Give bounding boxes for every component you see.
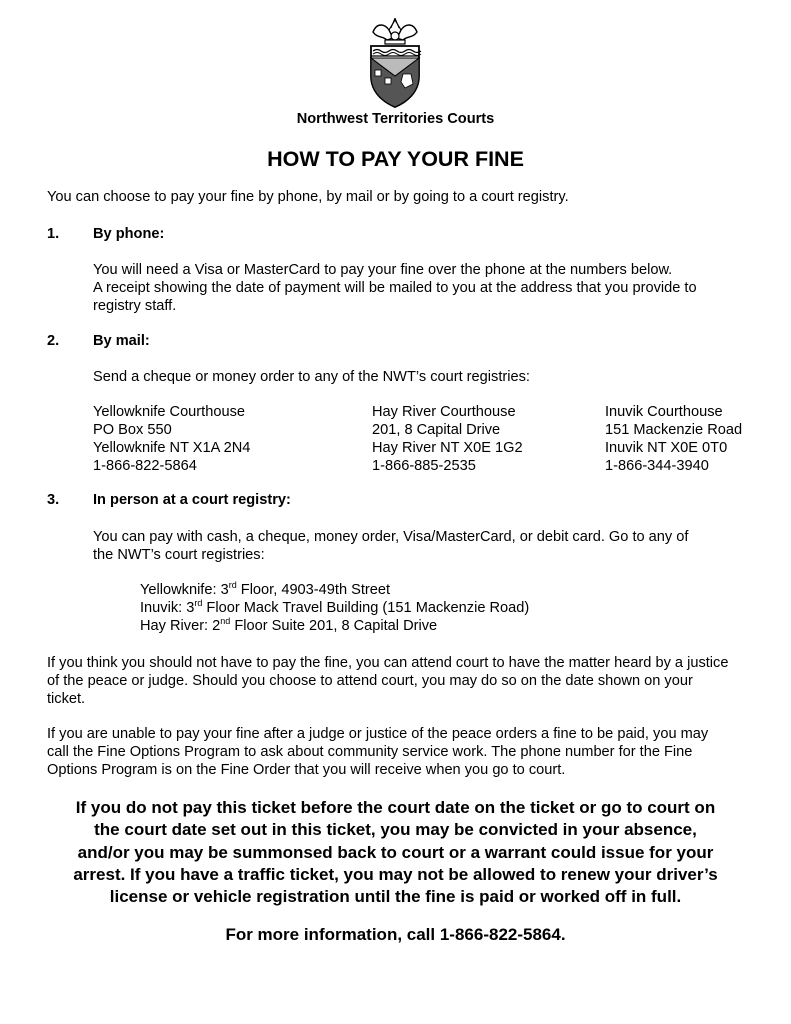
- address-line: PO Box 550: [93, 422, 172, 438]
- phone-number: 1-866-344-3940: [605, 458, 709, 474]
- section-3-text: [93, 528, 753, 564]
- warning-line: If you do not pay this ticket before the court date on the ticket or go to court on: [75, 798, 716, 817]
- text-line: of the peace or judge. Should you choose to attend court, you may do so on the date shown on your: [47, 673, 693, 689]
- courthouse-name: Yellowknife Courthouse: [93, 404, 245, 420]
- warning-line: the court date set out in this ticket, you may be convicted in your absence,: [94, 820, 697, 840]
- more-info-text: For more information, call 1-866-822-5864.: [225, 925, 566, 944]
- section-3-number: 3.: [47, 492, 60, 508]
- courthouse-name: Inuvik Courthouse: [605, 404, 723, 420]
- ordinal-suffix: nd: [220, 616, 231, 626]
- section-1-number: 1.: [47, 226, 60, 242]
- location-yellowknife: [140, 581, 390, 599]
- text-line: ticket.: [47, 691, 86, 707]
- attend-court-paragraph: [47, 654, 747, 708]
- text-line: Options Program is on the Fine Order that you will receive when you go to court.: [47, 762, 566, 778]
- location-text: Hay River: 2: [140, 618, 221, 634]
- warning-notice: [40, 797, 751, 908]
- section-2-number: 2.: [47, 333, 60, 349]
- text-line: If you are unable to pay your fine after a judge or justice of the peace orders a fine to be paid, you may: [47, 726, 709, 742]
- address-line: 201, 8 Capital Drive: [372, 422, 501, 438]
- address-line: 151 Mackenzie Road: [605, 422, 743, 438]
- text-line: the NWT’s court registries:: [93, 547, 265, 563]
- warning-line: and/or you may be summonsed back to court or a warrant could issue for your: [77, 842, 714, 862]
- intro-text: You can choose to pay your fine by phone, by mail or by going to a court registry.: [47, 189, 569, 205]
- warning-line: arrest. If you have a traffic ticket, you may not be allowed to renew your driver’s: [73, 864, 718, 884]
- ordinal-suffix: rd: [194, 598, 203, 608]
- address-line: Yellowknife NT X1A 2N4: [93, 440, 251, 456]
- warning-line: license or vehicle registration until the fine is paid or worked off in full.: [109, 887, 682, 907]
- location-hay-river: [140, 617, 437, 635]
- address-inuvik: [605, 403, 742, 475]
- location-text: Floor Mack Travel Building (151 Mackenzie Road): [202, 600, 530, 616]
- section-3-heading: In person at a court registry:: [93, 492, 291, 508]
- page-title: HOW TO PAY YOUR FINE: [267, 147, 524, 171]
- text-line: call the Fine Options Program to ask about community service work. The phone number for the Fine: [47, 744, 693, 760]
- location-text: Floor, 4903-49th Street: [236, 582, 391, 598]
- address-line: Hay River NT X0E 1G2: [372, 440, 523, 456]
- section-1-heading: By phone:: [93, 226, 165, 242]
- courthouse-name: Hay River Courthouse: [372, 404, 516, 420]
- address-yellowknife: [93, 403, 250, 475]
- organization-name: Northwest Territories Courts: [296, 111, 495, 127]
- fine-options-paragraph: [47, 725, 747, 779]
- text-line: You can pay with cash, a cheque, money order, Visa/MasterCard, or debit card. Go to any of: [93, 529, 689, 545]
- text-line: You will need a Visa or MasterCard to pay your fine over the phone at the numbers below.: [93, 262, 673, 278]
- location-text: Floor Suite 201, 8 Capital Drive: [230, 618, 438, 634]
- location-inuvik: [140, 599, 529, 617]
- phone-number: 1-866-822-5864: [93, 458, 197, 474]
- nwt-coat-of-arms-logo: [367, 18, 423, 108]
- text-line: If you think you should not have to pay the fine, you can attend court to have the matter heard by a justice: [47, 655, 729, 671]
- phone-number: 1-866-885-2535: [372, 458, 476, 474]
- location-text: Inuvik: 3: [140, 600, 195, 616]
- text-line: registry staff.: [93, 298, 177, 314]
- location-text: Yellowknife: 3: [140, 582, 229, 598]
- address-line: Inuvik NT X0E 0T0: [605, 440, 728, 456]
- section-1-text: [93, 261, 753, 315]
- address-hay-river: [372, 403, 523, 475]
- section-2-text: Send a cheque or money order to any of the NWT’s court registries:: [93, 369, 530, 385]
- text-line: A receipt showing the date of payment will be mailed to you at the address that you provide to: [93, 280, 697, 296]
- ordinal-suffix: rd: [228, 580, 237, 590]
- section-2-heading: By mail:: [93, 333, 150, 349]
